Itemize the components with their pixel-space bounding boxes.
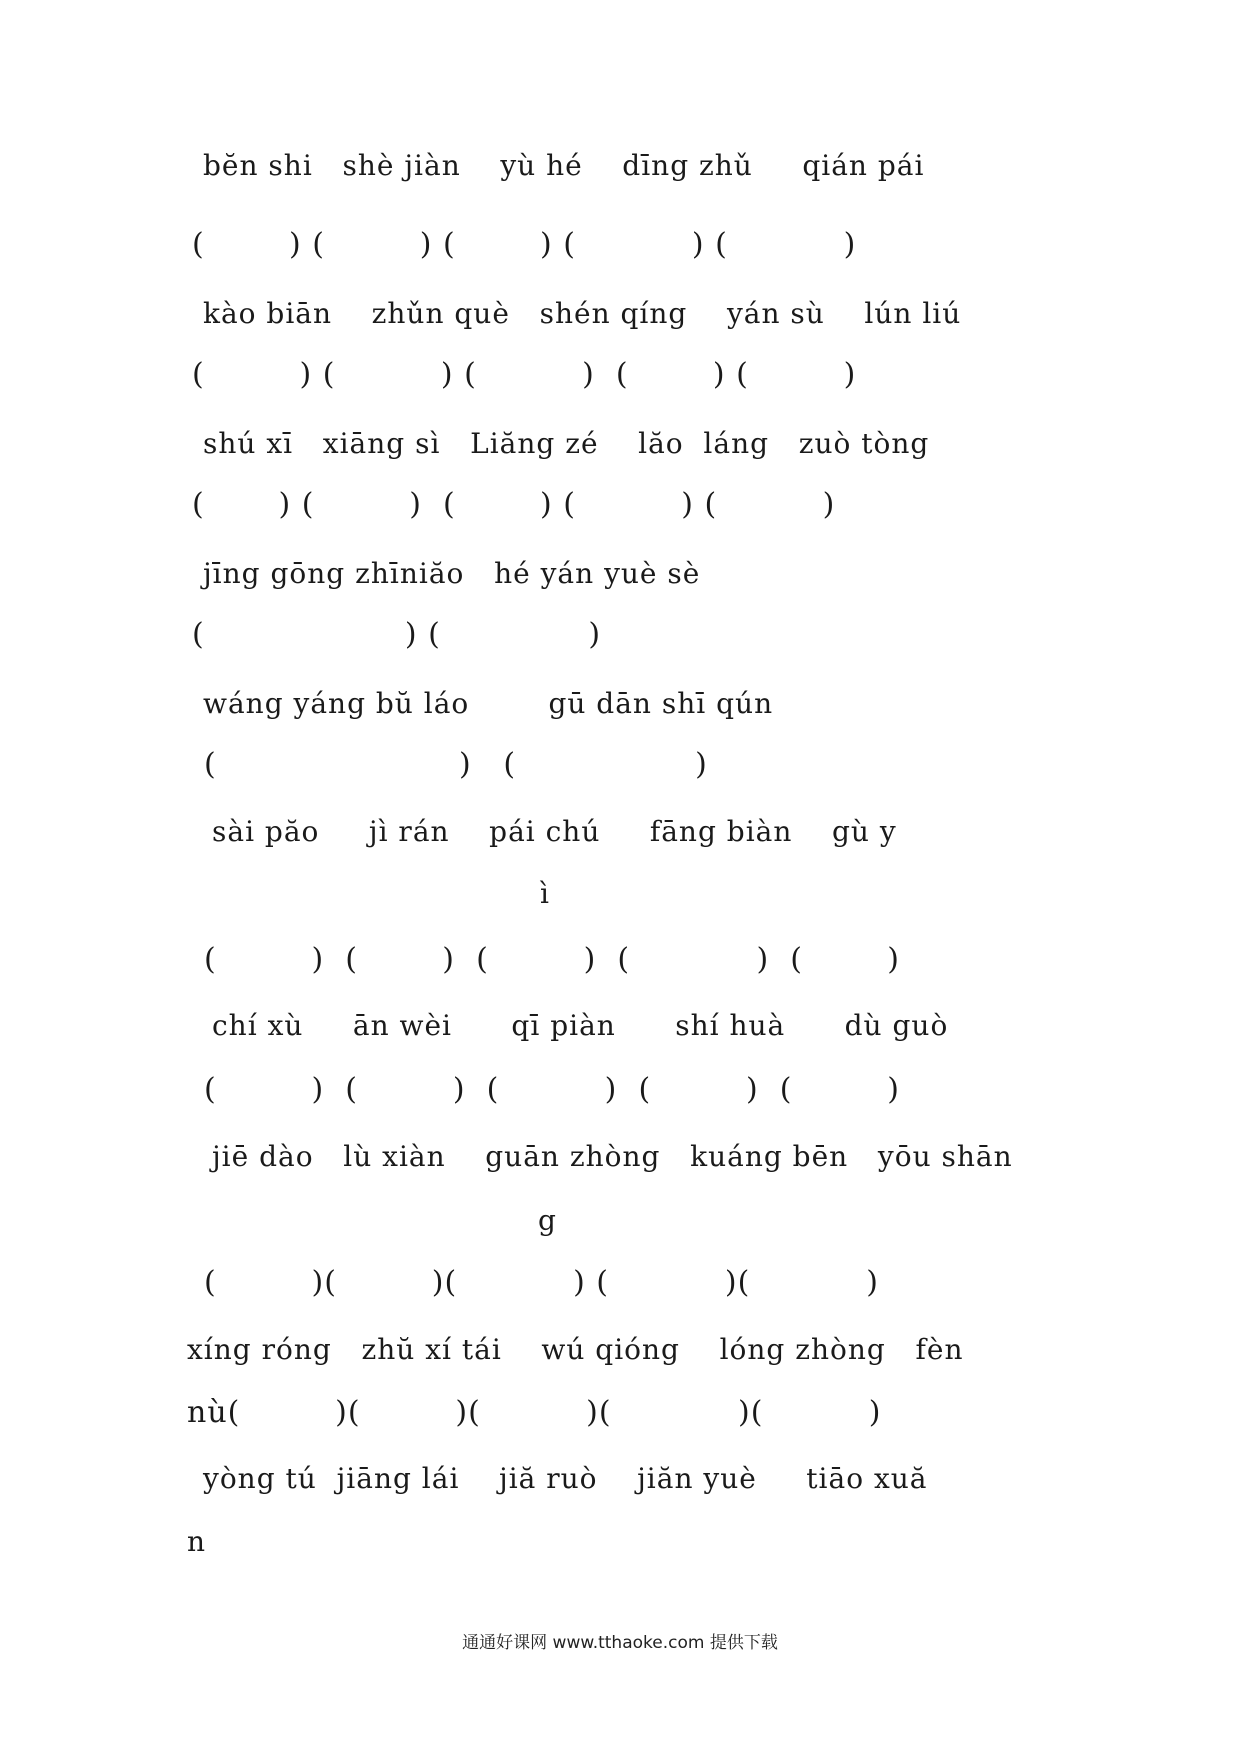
page-footer: 通通好课网 www.tthaoke.com 提供下载 (462, 1633, 778, 1653)
answer-row-3: ( ) ( ) ( ) ( ) ( ) (192, 487, 836, 522)
answer-row-9: nù( )( )( )( )( ) (187, 1395, 882, 1430)
pinyin-row-2: kào biān zhǔn què shén qíng yán sù lún liú (203, 297, 962, 330)
pinyin-row-1: bĕn shi shè jiàn yù hé dīng zhǔ qián pái (203, 149, 925, 182)
pinyin-row-6: sài păo jì rán pái chú fāng biàn gù y (212, 815, 897, 848)
pinyin-row-3: shú xī xiāng sì Liăng zé lăo láng zuò tòng (203, 427, 930, 460)
pinyin-row-8-wrap: g (538, 1204, 557, 1237)
pinyin-row-9: xíng róng zhŭ xí tái wú qióng lóng zhòng fèn (187, 1333, 964, 1366)
answer-row-7: ( ) ( ) ( ) ( ) ( ) (204, 1072, 900, 1107)
pinyin-row-7: chí xù ān wèi qī piàn shí huà dù guò (212, 1009, 949, 1042)
pinyin-row-10-wrap: n (187, 1525, 207, 1558)
pinyin-row-6-wrap: ì (540, 877, 550, 910)
answer-row-2: ( ) ( ) ( ) ( ) ( ) (192, 357, 857, 392)
answer-row-4: ( ) ( ) (192, 617, 602, 652)
pinyin-row-4: jīng gōng zhīniăo hé yán yuè sè (203, 557, 701, 590)
answer-row-6: ( ) ( ) ( ) ( ) ( ) (204, 942, 900, 977)
answer-row-1: ( ) ( ) ( ) ( ) ( ) (192, 227, 857, 262)
pinyin-row-10: yòng tú jiāng lái jiă ruò jiăn yuè tiāo xuă (203, 1462, 928, 1495)
pinyin-row-5: wáng yáng bŭ láo gū dān shī qún (203, 687, 774, 720)
answer-row-8: ( )( )( ) ( )( ) (204, 1265, 879, 1300)
answer-row-5: ( ) ( ) (204, 747, 708, 782)
pinyin-row-8: jiē dào lù xiàn guān zhòng kuáng bēn yōu shān (212, 1140, 1013, 1173)
